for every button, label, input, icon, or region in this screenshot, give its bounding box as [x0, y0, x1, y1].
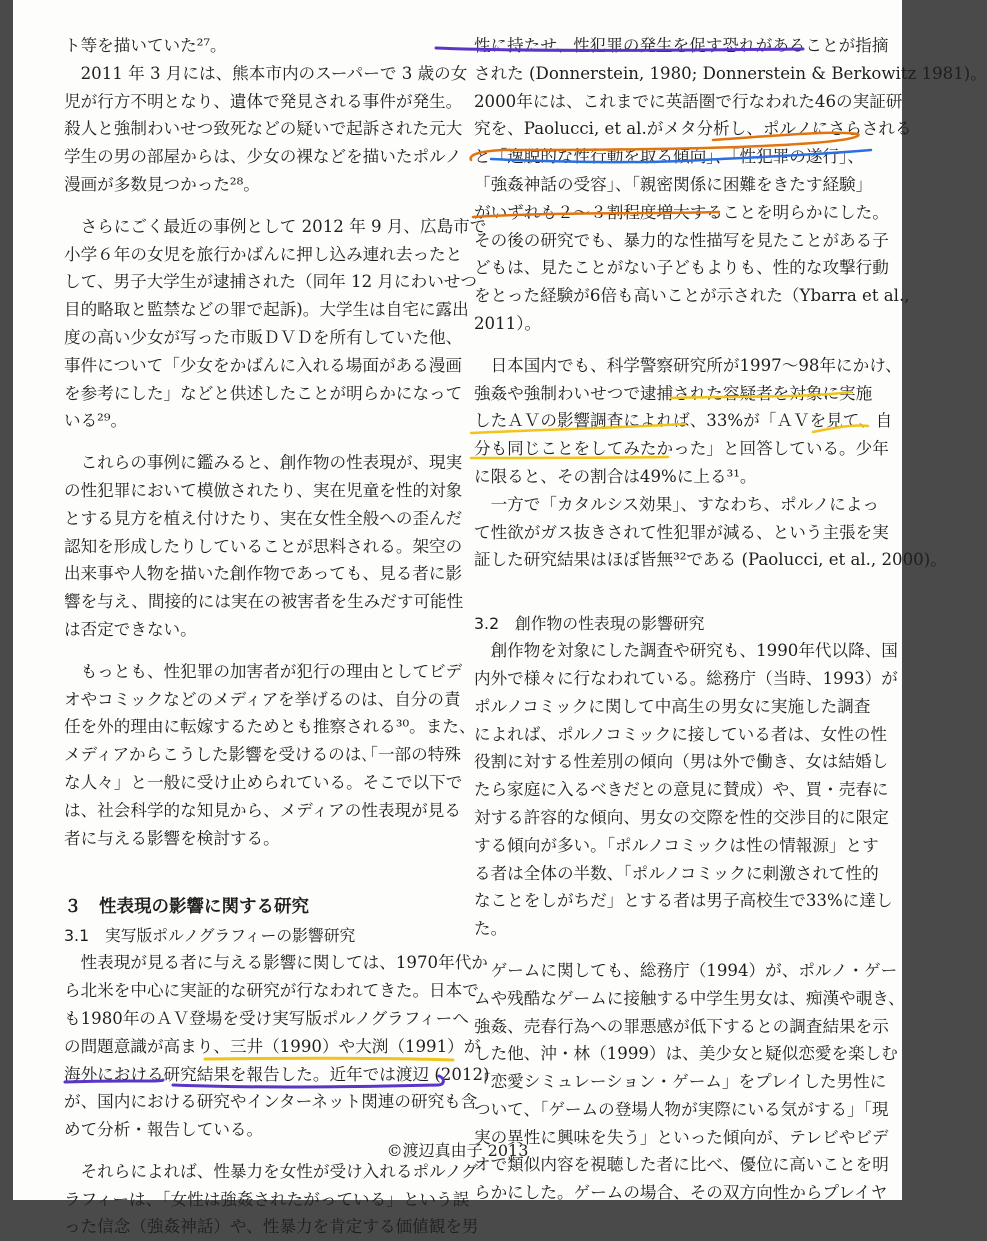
yellow-underline-mark-4 — [205, 1058, 453, 1060]
text-line: 対する許容的な傾向、男女の交際を性的交渉目的に限定 — [474, 807, 889, 827]
text-line: が、国内における研究やインターネット関連の研究も含 — [64, 1092, 478, 1112]
text-line: 学生の男の部屋からは、少女の裸などを描いたポルノ — [64, 147, 462, 167]
text-line: たら家庭に入るべきだとの意見に賛成）や、買・売春に — [474, 780, 889, 800]
text-line: して、男子大学生が逮捕された（同年 12 月にわいせつ — [64, 272, 477, 292]
text-line: 実の異性に興味を失う」といった傾向が、テレビやビデ — [474, 1127, 889, 1147]
text-line: 「強姦神話の受容」、「親密関係に困難をきたす経験」 — [474, 174, 873, 194]
text-line: 日本国内でも、科学警察研究所が1997～98年にかけ、 — [474, 355, 902, 375]
text-line: した他、沖・林（1999）は、美少女と疑似恋愛を楽しむ — [474, 1044, 898, 1064]
text-line: て性欲がガス抜きされて性犯罪が減る、という主張を実 — [474, 522, 889, 542]
text-line: 出来事や人物を描いた創作物であっても、見る者に影 — [64, 564, 463, 584]
text-line: に限ると、その割合は49%に上る³¹。 — [474, 466, 757, 486]
text-line: の問題意識が高まり、三井（1990）や大渕（1991）が — [64, 1036, 481, 1056]
text-line: ト等を描いていた²⁷。 — [64, 36, 227, 55]
text-line: された (Donnerstein, 1980; Donnerstein & Berkowitz 1981)。 — [474, 63, 987, 83]
text-line: 事件について「少女をかばんに入れる場面がある漫画 — [64, 355, 462, 375]
text-line: 度の高い少女が写った市販ＤＶＤを所有していた他、 — [64, 327, 463, 347]
text-line: ついて、「ゲームの登場人物が実際にいる気がする」「現 — [474, 1099, 889, 1119]
text-line: は否定できない。 — [64, 619, 197, 639]
yellow-underline-mark-3 — [471, 457, 668, 458]
text-line: 内外で様々に行なわれている。総務庁（当時、1993）が — [474, 668, 898, 688]
text-line: したＡＶの影響調査によれば、33%が「ＡＶを見て、自 — [474, 411, 893, 431]
blue-underline-mark — [491, 150, 871, 162]
yellow-underline-mark — [671, 392, 851, 398]
text-line: 海外における研究結果を報告した。近年では渡辺 (2012) — [64, 1064, 490, 1084]
subsection-heading: 3.2 創作物の性表現の影響研究 — [474, 614, 705, 634]
text-line: の性犯罪において模倣されたり、実在児童を性的対象 — [64, 480, 463, 500]
text-line: った信念（強姦神話）や、性暴力を肯定する価値観を男 — [64, 1217, 479, 1237]
text-line: 殺人と強制わいせつ致死などの疑いで起訴された元大 — [64, 119, 463, 139]
text-line: をとった経験が6倍も高いことが示された（Ybarra et al., — [474, 286, 910, 306]
text-line: ポルノコミックに関して中高生の男女に実施した調査 — [474, 696, 871, 716]
text-line: によれば、ポルノコミックに接している者は、女性の性 — [474, 724, 888, 744]
text-line: は、社会科学的な知見から、メディアの性表現が見る — [64, 800, 461, 820]
text-line: 2000年には、これまでに英語圏で行なわれた46の実証研 — [474, 91, 903, 111]
document-page — [13, 0, 987, 1237]
text-line: る者は全体の半数、「ポルノコミックに刺激されて性的 — [474, 863, 879, 883]
orange-underline-mark-2 — [473, 212, 719, 217]
text-line: と「逸脱的な性行動を取る傾向」、「性犯罪の遂行」、 — [474, 147, 864, 167]
text-line: とする見方を植え付けたり、実在女性全般への歪んだ — [64, 508, 463, 528]
text-line: ムや残酷なゲームに接触する中学生男女は、痴漢や覗き、 — [474, 988, 905, 1008]
text-line: オやコミックなどのメディアを挙げるのは、自分の責 — [64, 689, 461, 709]
text-line: さらにごく最近の事例として 2012 年 9 月、広島市で — [64, 216, 487, 236]
yellow-underline-mark-2 — [471, 424, 868, 433]
text-line: 認知を形成したりしていることが思料される。架空の — [64, 536, 463, 556]
text-line: 児が行方不明となり、遺体で発見される事件が発生。 — [64, 91, 463, 111]
text-line: それらによれば、性暴力を女性が受け入れるポルノグ — [64, 1161, 478, 1181]
text-line: も1980年のＡＶ登場を受け実写版ポルノグラフィーへ — [64, 1008, 469, 1028]
text-line: 「恋愛シミュレーション・ゲーム」をプレイした男性に — [474, 1072, 887, 1092]
text-line: 者に与える影響を検討する。 — [64, 828, 280, 848]
text-line: いる²⁹。 — [64, 411, 128, 431]
text-line: なことをしがちだ」とする者は男子高校生で33%に達し — [474, 891, 893, 911]
purple-underline-mark-2 — [65, 1076, 443, 1087]
text-line: らかにした。ゲームの場合、その双方向性からプレイヤ — [474, 1183, 888, 1203]
text-line: 任を外的理由に転嫁するためとも推察される³⁰。また、 — [64, 717, 476, 737]
text-line: これらの事例に鑑みると、創作物の性表現が、現実 — [64, 453, 463, 473]
text-line: 2011）。 — [474, 313, 542, 333]
text-line: た。 — [474, 919, 508, 939]
text-line: がいずれも２～３割程度増大することを明らかにした。 — [474, 202, 889, 222]
text-line: 性に持たせ、性犯罪の発生を促す恐れがあることが指摘 — [474, 36, 889, 55]
text-line: 強姦や強制わいせつで逮捕された容疑者を対象に実施 — [474, 383, 873, 403]
text-line: ゲームに関しても、総務庁（1994）が、ポルノ・ゲー — [474, 960, 898, 980]
text-line: ら北米を中心に実証的な研究が行なわれてきた。日本で — [64, 981, 479, 1001]
text-line: 強姦、売春行為への罪悪感が低下するとの調査結果を示 — [474, 1016, 889, 1036]
text-line: オで類似内容を視聴した者に比べ、優位に高いことを明 — [474, 1155, 889, 1175]
subsection-heading: 3.1 実写版ポルノグラフィーの影響研究 — [64, 926, 356, 946]
text-line: する傾向が多い。「ポルノコミックは性の情報源」とす — [474, 835, 879, 855]
copyright-footer: ©渡辺真由子 2013 — [386, 1141, 529, 1160]
text-line: めて分析・報告している。 — [64, 1120, 264, 1140]
text-line: 創作物を対象にした調査や研究も、1990年代以降、国 — [474, 641, 898, 661]
text-line: 漫画が多数見つかった²⁸。 — [64, 174, 260, 194]
text-line: を参考にした」などと供述したことが明らかになって — [64, 383, 463, 403]
purple-underline-mark — [436, 48, 803, 50]
text-line: ラフィーは、「女性は強姦されたがっている」という誤 — [64, 1189, 470, 1209]
text-line: 証した研究結果はほぼ皆無³²である (Paolucci, et al., 2000)。 — [474, 550, 947, 570]
text-line: 役割に対する性差別の傾向（男は外で働き、女は結婚し — [474, 752, 889, 772]
text-line: 響を与え、間接的には実在の被害者を生みだす可能性 — [64, 592, 464, 612]
text-line: 小学６年の女児を旅行かばんに押し込み連れ去ったと — [64, 244, 463, 264]
text-line: 2011 年 3 月には、熊本市内のスーパーで 3 歳の女 — [64, 63, 468, 83]
text-line: 目的略取と監禁などの罪で起訴)。大学生は自宅に露出 — [64, 300, 469, 320]
text-line: 一方で「カタルシス効果」、すなわち、ポルノによっ — [474, 494, 879, 514]
highlight-marks — [13, 0, 987, 1200]
text-line: どもは、見たことがない子どもよりも、性的な攻撃行動 — [474, 258, 889, 278]
section-heading: ３ 性表現の影響に関する研究 — [64, 897, 309, 918]
text-line: もっとも、性犯罪の加害者が犯行の理由としてビデ — [64, 661, 463, 681]
text-line: 分も同じことをしてみたかった」と回答している。少年 — [474, 439, 889, 459]
text-line: その後の研究でも、暴力的な性描写を見たことがある子 — [474, 230, 889, 250]
text-line: な人々」と一般に受け止められている。そこで以下で — [64, 772, 463, 792]
text-line: 究を、Paolucci, et al.がメタ分析し、ポルノにさらされる — [474, 119, 912, 139]
text-line: メディアからこうした影響を受けるのは､｢一部の特殊 — [64, 745, 461, 765]
text-line: 性表現が見る者に与える影響に関しては、1970年代か — [64, 953, 488, 973]
